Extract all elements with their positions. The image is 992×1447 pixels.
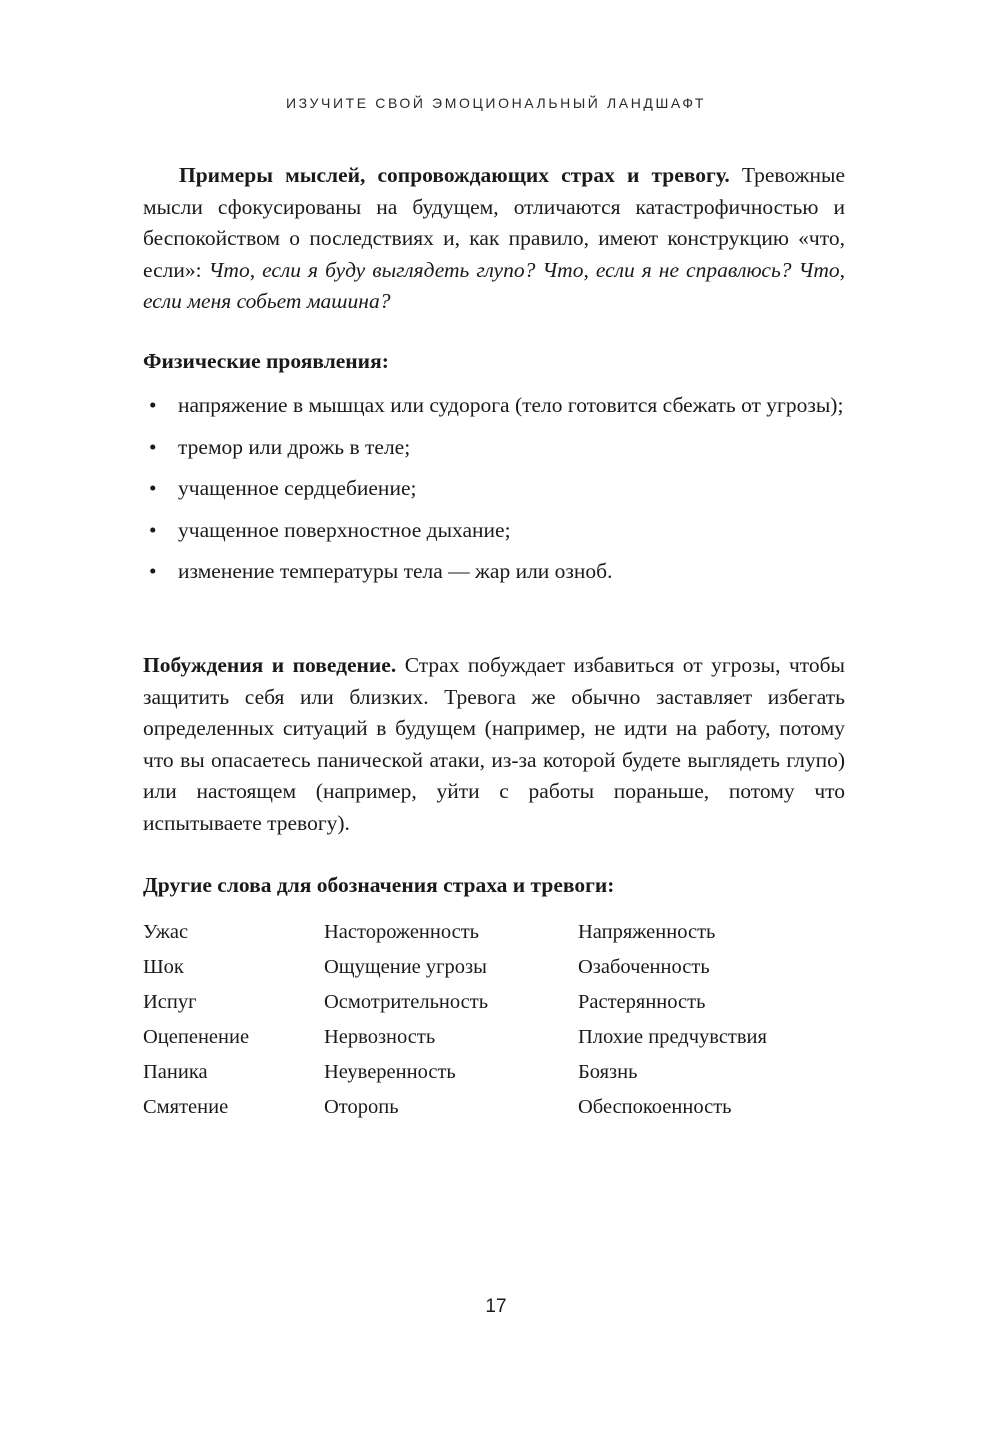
word-cell: Напряженность xyxy=(578,921,716,943)
running-header: ИЗУЧИТЕ СВОЙ ЭМОЦИОНАЛЬНЫЙ ЛАНДШАФТ xyxy=(286,95,706,111)
intro-paragraph xyxy=(143,160,845,318)
word-cell: Шок xyxy=(143,956,184,978)
word-cell: Оторопь xyxy=(324,1096,399,1118)
list-item xyxy=(143,556,845,588)
list-item xyxy=(143,432,845,464)
list-item-text: тремор или дрожь в теле; xyxy=(178,434,411,459)
intro-bold-lead: Примеры мыслей, сопровождающих страх и тревогу. xyxy=(179,163,730,187)
bullet-icon: • xyxy=(149,476,157,500)
list-item-text: изменение температуры тела — жар или озноб. xyxy=(178,559,613,583)
word-cell: Ужас xyxy=(143,921,189,943)
word-cell: Паника xyxy=(143,1061,208,1083)
behavior-bold-lead: Побуждения и поведение. xyxy=(143,653,397,677)
intro-italic-examples: Что, если я буду выглядеть глупо? Что, если я не справлюсь? Что, если меня собьет машина? xyxy=(143,257,845,313)
word-cell: Оцепенение xyxy=(143,1026,250,1048)
word-cell: Обеспокоенность xyxy=(578,1096,732,1118)
words-table xyxy=(143,915,845,1125)
words-heading: Другие слова для обозначения страха и тревоги: xyxy=(143,873,615,897)
physical-list xyxy=(143,390,845,598)
bullet-icon: • xyxy=(149,559,157,583)
word-cell: Плохие предчувствия xyxy=(578,1026,767,1048)
word-cell: Озабоченность xyxy=(578,956,710,978)
word-cell: Неуверенность xyxy=(324,1061,456,1083)
list-item-text: учащенное сердцебиение; xyxy=(178,476,417,500)
bullet-icon: • xyxy=(149,393,157,417)
page-number: 17 xyxy=(485,1296,507,1317)
behavior-paragraph xyxy=(143,650,845,839)
physical-heading: Физические проявления: xyxy=(143,349,389,373)
word-cell: Растерянность xyxy=(578,991,706,1013)
word-cell: Настороженность xyxy=(324,921,480,943)
word-cell: Испуг xyxy=(143,991,197,1013)
word-cell: Нервозность xyxy=(324,1026,436,1048)
behavior-text: Страх побуждает избавиться от угрозы, чтобы защитить себя или близких. Тревога же обычно заставляет избегать определенных ситуаций в будущем (например, не идти на работу, потому что вы опасаетесь панической атаки, из-за которой будете выглядеть глупо) или настоящем (например, уйти с работы пораньше, потому что испытываете тревогу). xyxy=(143,653,846,835)
word-cell: Смятение xyxy=(143,1096,229,1118)
word-cell: Боязнь xyxy=(578,1061,638,1083)
list-item-text: напряжение в мышцах или судорога (тело готовится сбежать от угрозы); xyxy=(178,393,844,417)
bullet-icon: • xyxy=(149,434,157,459)
word-cell: Ощущение угрозы xyxy=(324,956,487,978)
list-item xyxy=(143,390,845,422)
list-item-text: учащенное поверхностное дыхание; xyxy=(178,517,511,542)
bullet-icon: • xyxy=(149,517,157,542)
list-item xyxy=(143,515,845,547)
intro-text: Тревожные мысли сфокусированы на будущем, отличаются катастрофичностью и беспокойством о последствиях и, как правило, имеют конструкцию «что, если»: xyxy=(143,163,845,282)
word-cell: Осмотрительность xyxy=(324,991,489,1013)
list-item xyxy=(143,473,845,505)
